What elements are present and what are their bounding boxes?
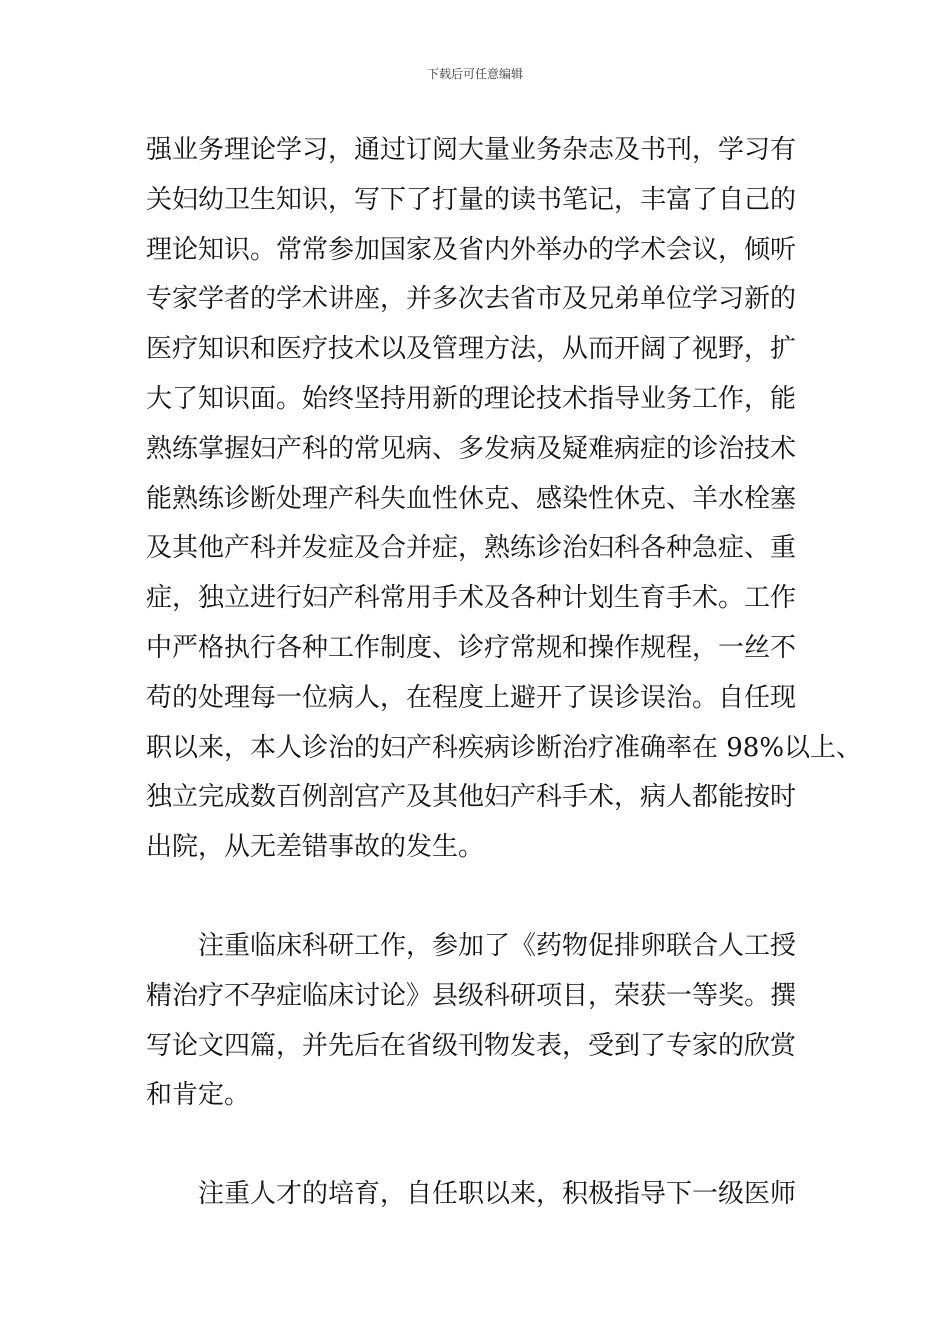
paragraph-3 — [146, 1170, 826, 1220]
text-line: 注重人才的培育，自任职以来，积极指导下一级医师 — [146, 1179, 797, 1209]
text-line: 能熟练诊断处理产科失血性休克、感染性休克、羊水栓塞 — [146, 483, 797, 514]
paragraph-2 — [146, 922, 826, 1121]
text-line: 独立完成数百例剖宫产及其他妇产科手术，病人都能按时 — [146, 782, 797, 813]
text-line: 苟的处理每一位病人，在程度上避开了误诊误治。自任现 — [146, 682, 797, 713]
text-line: 强业务理论学习，通过订阅大量业务杂志及书刊，学习有 — [146, 135, 797, 165]
text-line: 写论文四篇，并先后在省级刊物发表，受到了专家的欣赏 — [146, 1030, 797, 1061]
text-line: 医疗知识和医疗技术以及管理方法，从而开阔了视野，扩 — [146, 334, 797, 365]
text-line: 中严格执行各种工作制度、诊疗常规和操作规程，一丝不 — [146, 632, 797, 663]
text-line: 职以来，本人诊治的妇产科疾病诊断治疗准确率在 98%以上、 — [146, 732, 863, 763]
text-line: 注重临床科研工作，参加了《药物促排卵联合人工授 — [146, 931, 797, 961]
paragraph-1 — [146, 126, 863, 873]
text-line: 关妇幼卫生知识，写下了打量的读书笔记，丰富了自己的 — [146, 184, 797, 215]
text-line: 理论知识。常常参加国家及省内外举办的学术会议，倾听 — [146, 234, 797, 265]
text-line: 大了知识面。始终坚持用新的理论技术指导业务工作，能 — [146, 383, 797, 414]
text-line: 及其他产科并发症及合并症，熟练诊治妇科各种急症、重 — [146, 533, 797, 564]
page-header: 下载后可任意编辑 — [426, 67, 523, 81]
text-line: 熟练掌握妇产科的常见病、多发病及疑难病症的诊治技术 — [146, 433, 797, 464]
text-line: 出院，从无差错事故的发生。 — [146, 832, 485, 863]
text-line: 精治疗不孕症临床讨论》县级科研项目，荣获一等奖。撰 — [146, 980, 797, 1011]
text-line: 症，独立进行妇产科常用手术及各种计划生育手术。工作 — [146, 583, 797, 614]
text-line: 专家学者的学术讲座，并多次去省市及兄弟单位学习新的 — [146, 284, 797, 315]
text-line: 和肯定。 — [146, 1080, 251, 1111]
